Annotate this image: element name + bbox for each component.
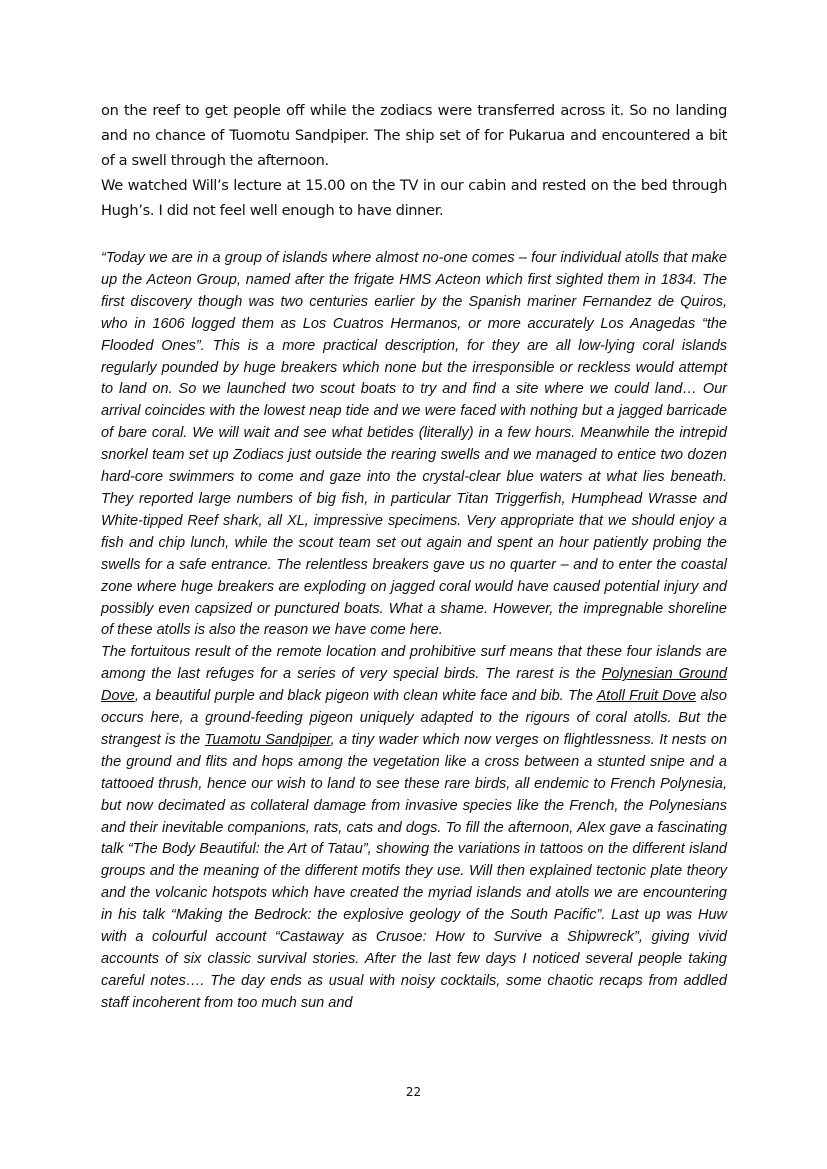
diary-entry <box>101 98 727 223</box>
log-text-4: , a tiny wader which now verges on flightlessness. It nests on the ground and flits and hops among the vegetation like a cross between a stunted snipe and a tattooed thrush, hence our wish to land to see these rare birds, all endemic to French Polynesia, but now decimated as collateral damage from invasive species like the French, the Polynesians and their inevitable companions, rats, cats and dogs. To fill the afternoon, Alex gave a fascinating talk “The Body Beautiful: the Art of Tatau”, showing the variations in tattoos on the different island groups and the meaning of the different motifs they use. Will then explained tectonic plate theory and the volcanic hotspots which have created the myriad islands and atolls we are encountering in his talk “Making the Bedrock: the explosive geology of the South Pacific”. Last up was Huw with a colourful account “Castaway as Crusoe: How to Survive a Shipwreck”, giving vivid accounts of six classic survival stories. After the last few days I noticed several people taking careful notes…. The day ends as usual with noisy cocktails, some chaotic recaps from addled staff incoherent from too much sun and <box>101 731 728 1011</box>
atoll-fruit-dove-link: Atoll Fruit Dove <box>596 688 697 705</box>
log-text-3: also occurs here, a ground-feeding pigeon uniquely adapted to the rigours of coral atolls. But the strangest is the <box>101 688 727 748</box>
tuamotu-sandpiper-link: Tuamotu Sandpiper <box>204 731 331 748</box>
diary-paragraph-1: on the reef to get people off while the zodiacs were transferred across it. So no landing and no chance of Tuomotu Sandpiper. The ship set of for Pukarua and encountered a bit of a swell through the afternoon. <box>101 102 727 169</box>
log-paragraph-2 <box>101 642 727 1014</box>
log-paragraph-1: “Today we are in a group of islands where almost no-one comes – four individual atolls that make up the Acteon Group, named after the frigate HMS Acteon which first sighted them in 1834. The first discovery though was two centuries earlier by the Spanish mariner Fernandez de Quiros, who in 1606 logged them as Los Cuatros Hermanos, or more accurately Los Anagedas “the Flooded Ones”. This is a more practical description, for they are all low-lying coral islands regularly pounded by huge breakers which none but the irresponsible or reckless would attempt to land on. So we launched two scout boats to try and find a site where we could land… Our arrival coincides with the lowest neap tide and we were faced with nothing but a jagged barricade of bare coral. We will wait and see what betides (literally) in a few hours. Meanwhile the intrepid snorkel team set up Zodiacs just outside the rearing swells and we managed to entice two dozen hard-core swimmers to come and gaze into the crystal-clear blue waters at what lies beneath. They reported large numbers of big fish, in particular Titan Triggerfish, Humphead Wrasse and White-tipped Reef shark, all XL, impressive specimens. Very appropriate that we should enjoy a fish and chip lunch, while the scout team set out again and spent an hour patiently probing the swells for a safe entrance. The relentless breakers gave us no quarter – and to enter the coastal zone where huge breakers are exploding on jagged coral would have caused potential injury and possibly even capsized or punctured boats. What a shame. However, the impregnable shoreline of these atolls is also the reason we have come here. <box>101 250 727 639</box>
log-text-2: , a beautiful purple and black pigeon with clean white face and bib. The <box>134 688 597 705</box>
page-number: 22 <box>405 1085 422 1099</box>
diary-paragraph-2: We watched Will’s lecture at 15.00 on the TV in our cabin and rested on the bed through Hugh’s. I did not feel well enough to have dinner. <box>101 177 727 219</box>
log-text-1: The fortuitous result of the remote location and prohibitive surf means that these four islands are among the last refuges for a series of very special birds. The rarest is the <box>101 644 727 683</box>
quoted-log <box>101 248 727 1015</box>
polynesian-ground-dove-link: Polynesian Ground Dove <box>101 666 727 705</box>
